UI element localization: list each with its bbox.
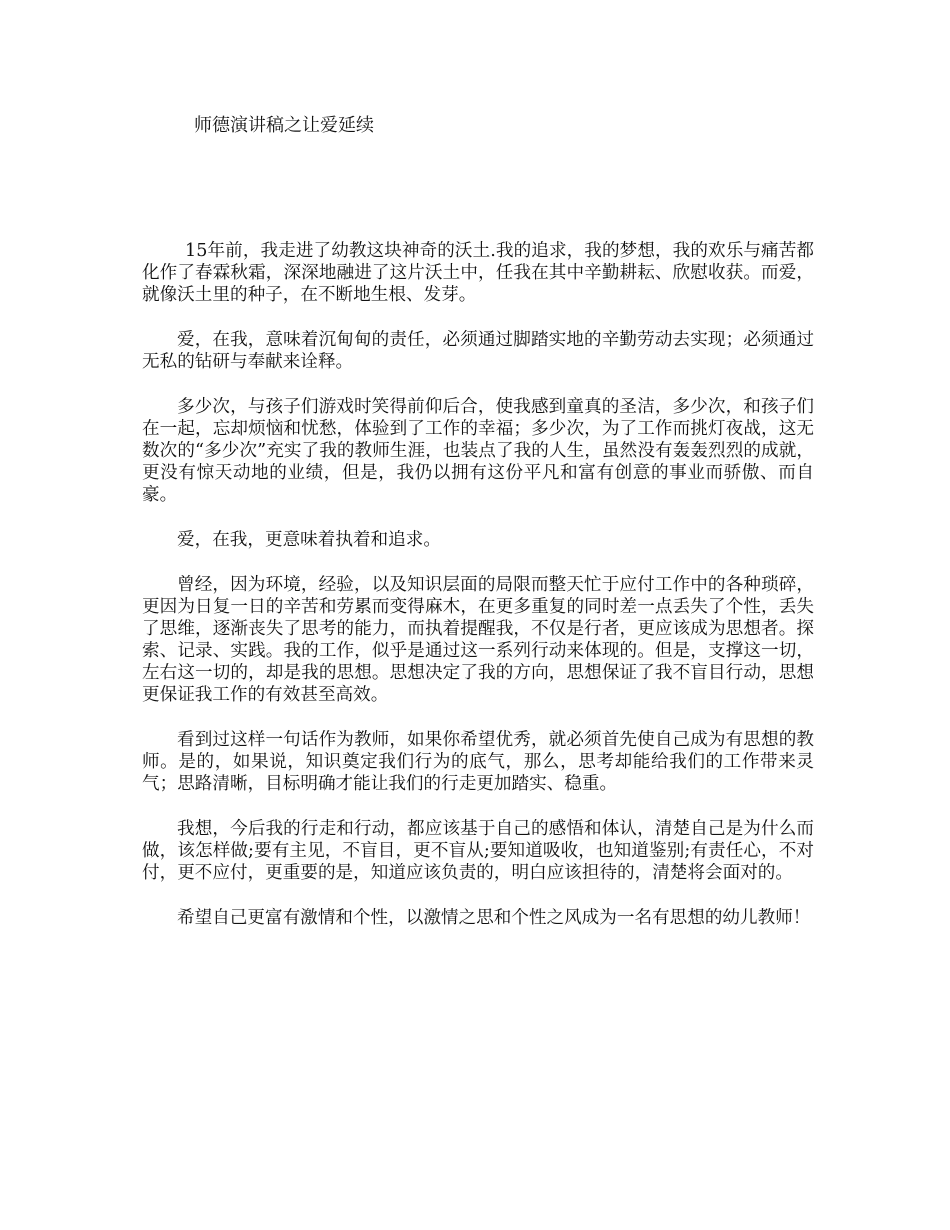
paragraph-2: 爱，在我，意味着沉甸甸的责任，必须通过脚踏实地的辛勤劳动去实现；必须通过无私的钻研与奉献来诠释。 [142, 330, 814, 372]
paragraph-6: 看到过这样一句话作为教师，如果你希望优秀，就必须首先使自己成为有思想的教师。是的，如果说，知识奠定我们行为的底气，那么，思考却能给我们的工作带来灵气；思路清晰，目标明确才能让我们的行走更加踏实、稳重。 [142, 730, 814, 794]
document-title: 师德演讲稿之让爱延续 [194, 115, 374, 136]
paragraph-5: 曾经，因为环境，经验，以及知识层面的局限而整天忙于应付工作中的各种琐碎，更因为日复一日的辛苦和劳累而变得麻木，在更多重复的同时差一点丢失了个性，丢失了思维，逐渐丧失了思考的能力，而执着提醒我，不仅是行者，更应该成为思想者。探索、记录、实践。我的工作，似乎是通过这一系列行动来体现的。但是，支撑这一切，左右这一切的，却是我的思想。思想决定了我的方向，思想保证了我不盲目行动，思想更保证我工作的有效甚至高效。 [142, 575, 814, 705]
paragraph-3: 多少次，与孩子们游戏时笑得前仰后合，使我感到童真的圣洁，多少次，和孩子们在一起，忘却烦恼和忧愁，体验到了工作的幸福；多少次，为了工作而挑灯夜战，这无数次的“多少次”充实了我的教师生涯，也装点了我的人生，虽然没有轰轰烈烈的成就，更没有惊天动地的业绩，但是，我仍以拥有这份平凡和富有创意的事业而骄傲、而自豪。 [142, 397, 814, 505]
paragraph-1: 15年前，我走进了幼教这块神奇的沃土.我的追求，我的梦想，我的欢乐与痛苦都化作了春霖秋霜，深深地融进了这片沃土中，任我在其中辛勤耕耘、欣慰收获。而爱，就像沃土里的种子，在不断地生根、发芽。 [142, 241, 814, 305]
paragraph-7: 我想，今后我的行走和行动，都应该基于自己的感悟和体认，清楚自己是为什么而做，该怎样做;要有主见，不盲目，更不盲从;要知道吸收，也知道鉴别;有责任心，不对付，更不应付，更重要的是，知道应该负责的，明白应该担待的，清楚将会面对的。 [142, 819, 814, 883]
paragraph-4: 爱，在我，更意味着执着和追求。 [177, 530, 441, 550]
document-body [142, 240, 814, 952]
paragraph-8: 希望自己更富有激情和个性，以激情之思和个性之风成为一名有思想的幼儿教师！ [177, 908, 811, 928]
